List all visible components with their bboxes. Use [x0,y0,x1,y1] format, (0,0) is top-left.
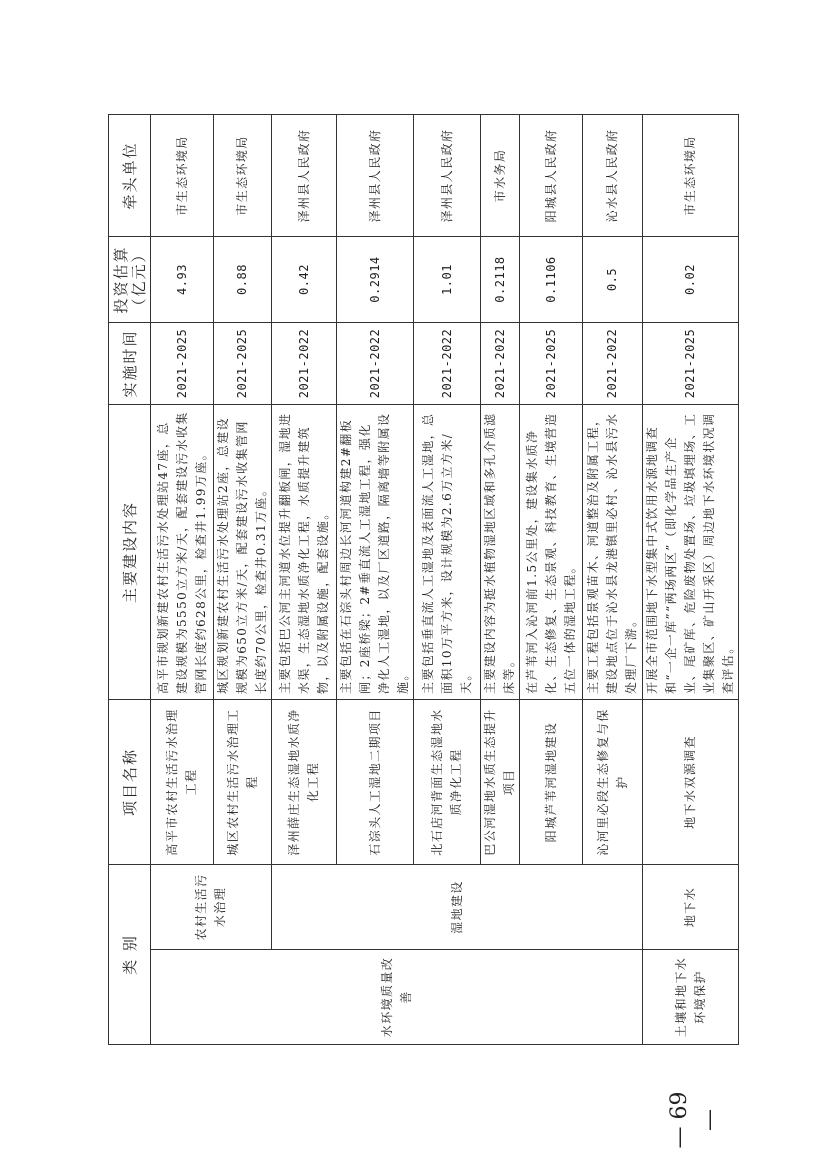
project-period: 2021-2025 [214,323,272,405]
project-period: 2021-2025 [520,323,583,405]
table-row [643,115,739,1045]
table-row [151,115,214,1045]
project-period: 2021-2022 [337,323,414,405]
project-content: 开展全市范围地下水型集中式饮用水源地调查和“一企一库”“两场两区”（即化学品生产企业、尾矿库、危险废物处置场、垃圾填埋场、工业集聚区、矿山开采区）周边地下水环境状况调查评估。 [643,405,739,700]
project-lead: 市生态环境局 [214,115,272,237]
project-content: 主要包括垂直流人工湿地及表面流人工湿地，总面积10万平方米，设计规模为2.6万立方米/天。 [414,405,481,700]
project-content: 主要包括在石淙头村周边长河河道构建2#翻板闸；2座桥梁；2#垂直流人工湿地工程，强化净化人工湿地，以及厂区道路，隔离墙等附属设施。 [337,405,414,700]
project-lead: 泽州县人民政府 [337,115,414,237]
project-lead: 泽州县人民政府 [272,115,337,237]
project-lead: 沁水县人民政府 [583,115,643,237]
project-name: 石淙头人工湿地二期项目 [337,700,414,865]
project-content: 主要建设内容为挺水植物湿地区域和多孔介质滤床等。 [481,405,520,700]
project-period: 2021-2022 [583,323,643,405]
project-investment: 4.93 [151,237,214,323]
header-period: 实施时间 [109,323,151,405]
project-table [108,114,739,1045]
project-period: 2021-2022 [414,323,481,405]
subcategory-wetland: 湿地建设 [272,865,643,950]
project-investment: 0.02 [643,237,739,323]
rotated-table-container [108,115,735,1045]
header-lead-unit: 牵头单位 [109,115,151,237]
project-content: 高平市规划新建农村生活污水处理站47座，总建设规模为5550立方米/天，配套建设污水收集管网长度约628公里，检查井1.99万座。 [151,405,214,700]
table-header-row [109,115,151,1045]
project-period: 2021-2022 [272,323,337,405]
page-number: — 69 — [667,1091,722,1149]
header-investment: 投资估算（亿元） [109,237,151,323]
project-period: 2021-2025 [643,323,739,405]
header-category: 类 别 [109,865,151,1045]
project-investment: 0.5 [583,237,643,323]
project-lead: 市生态环境局 [643,115,739,237]
project-lead: 泽州县人民政府 [414,115,481,237]
project-lead: 阳城县人民政府 [520,115,583,237]
header-project-name: 项目名称 [109,700,151,865]
project-period: 2021-2022 [481,323,520,405]
project-name: 高平市农村生活污水治理工程 [151,700,214,865]
project-lead: 市水务局 [481,115,520,237]
project-content: 城区规划新建农村生活污水处理站2座，总建设规模为650立方米/天，配套建设污水收集管网长度约70公里，检查井0.31万座。 [214,405,272,700]
project-investment: 0.1106 [520,237,583,323]
project-investment: 0.42 [272,237,337,323]
project-content: 在芦苇河入沁河前1.5公里处，建设集水质净化、生态修复、生态景观、科技教育、生境营造五位一体的湿地工程。 [520,405,583,700]
project-name: 沁河里必段生态修复与保护 [583,700,643,865]
category-soil: 土壤和地下水环境保护 [643,950,739,1045]
project-content: 主要工程包括景观苗木、河道整治及附属工程，建设地点位于沁水县龙港镇里必村、沁水县污水处理厂下游。 [583,405,643,700]
project-name: 北石店河背面生态湿地水质净化工程 [414,700,481,865]
project-name: 泽州薛庄生态湿地水质净化工程 [272,700,337,865]
table-row [272,115,337,1045]
project-period: 2021-2025 [151,323,214,405]
header-content: 主要建设内容 [109,405,151,700]
project-content: 主要包括巴公河主河道水位提升翻板闸，湿地进水渠，生态湿地水质净化工程，水质提升建筑物，以及附属设施，配套设施。 [272,405,337,700]
category-water: 水环境质量改善 [151,950,643,1045]
project-investment: 0.2914 [337,237,414,323]
project-investment: 0.88 [214,237,272,323]
project-lead: 市生态环境局 [151,115,214,237]
project-investment: 1.01 [414,237,481,323]
project-name: 城区农村生活污水治理工程 [214,700,272,865]
subcategory-groundwater: 地下水 [643,865,739,950]
project-name: 地下水双源调查 [643,700,739,865]
subcategory-rural-sewage: 农村生活污水治理 [151,865,272,950]
project-name: 阳城芦苇河湿地建设 [520,700,583,865]
project-name: 巴公河湿地水质生态提升项目 [481,700,520,865]
project-investment: 0.2118 [481,237,520,323]
